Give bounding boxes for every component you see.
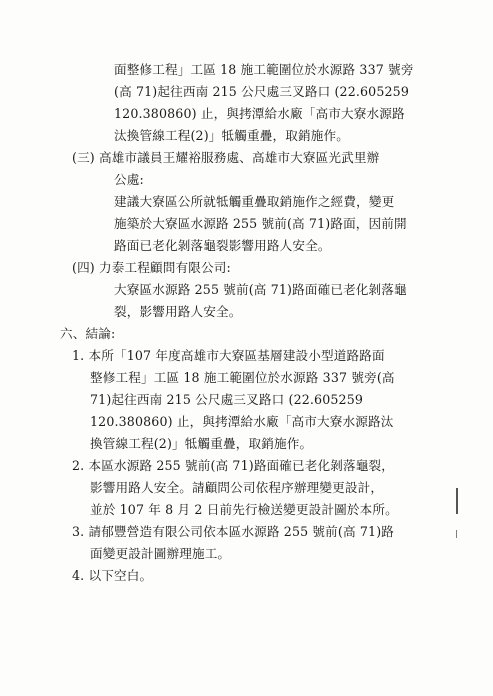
list-item: 3. 請郁豐營造有限公司依本區水源路 255 號前(高 71)路	[72, 524, 394, 539]
text-line: 面整修工程」工區 18 施工範圍位於水源路 337 號旁	[114, 62, 414, 77]
list-item: 1. 本所「107 年度高雄市大寮區基層建設小型道路路面	[72, 348, 385, 363]
section-heading: (三) 高雄市議員王耀裕服務處、高雄市大寮區光武里辦	[72, 150, 380, 165]
text-line: 整修工程」工區 18 施工範圍位於水源路 337 號旁(高	[90, 370, 395, 385]
scan-artifact-mark	[456, 530, 457, 538]
text-line: 公處:	[114, 172, 144, 187]
text-line: (高 71)起往西南 215 公尺處三叉路口 (22.605259	[114, 84, 409, 99]
text-line: 汰換管線工程(2)」牴觸重疊，取銷施作。	[114, 128, 349, 143]
list-item: 2. 本區水源路 255 號前(高 71)路面確已老化剝落龜裂，	[72, 458, 394, 473]
text-line: 面變更設計圖辦理施工。	[90, 546, 231, 561]
list-item: 4. 以下空白。	[72, 568, 153, 583]
text-line: 路面已老化剝落龜裂影響用路人安全。	[114, 238, 331, 253]
text-line: 120.380860) 止，與拷潭給水廠「高市大寮水源路汰	[90, 414, 394, 429]
text-line: 影響用路人安全。請顧問公司依程序辦理變更設計，	[90, 480, 384, 495]
text-line: 並於 107 年 8 月 2 日前先行檢送變更設計圖於本所。	[90, 502, 398, 517]
text-line: 120.380860) 止，與拷潭給水廠「高市大寮水源路	[114, 106, 405, 121]
text-line: 換管線工程(2)」牴觸重疊，取銷施作。	[90, 436, 313, 451]
section-heading: (四) 力泰工程顧問有限公司:	[72, 260, 231, 275]
text-line: 大寮區水源路 255 號前(高 71)路面確已老化剝落龜	[114, 282, 407, 297]
text-line: 施築於大寮區水源路 255 號前(高 71)路面，因前開	[114, 216, 407, 231]
text-line: 裂，影響用路人安全。	[114, 304, 242, 319]
conclusion-heading: 六、結論:	[60, 326, 116, 341]
text-line: 建議大寮區公所就牴觸重疊取銷施作之經費，變更	[114, 194, 395, 209]
scan-artifact-mark	[456, 488, 458, 514]
text-line: 71)起往西南 215 公尺處三叉路口 (22.605259	[90, 392, 364, 407]
